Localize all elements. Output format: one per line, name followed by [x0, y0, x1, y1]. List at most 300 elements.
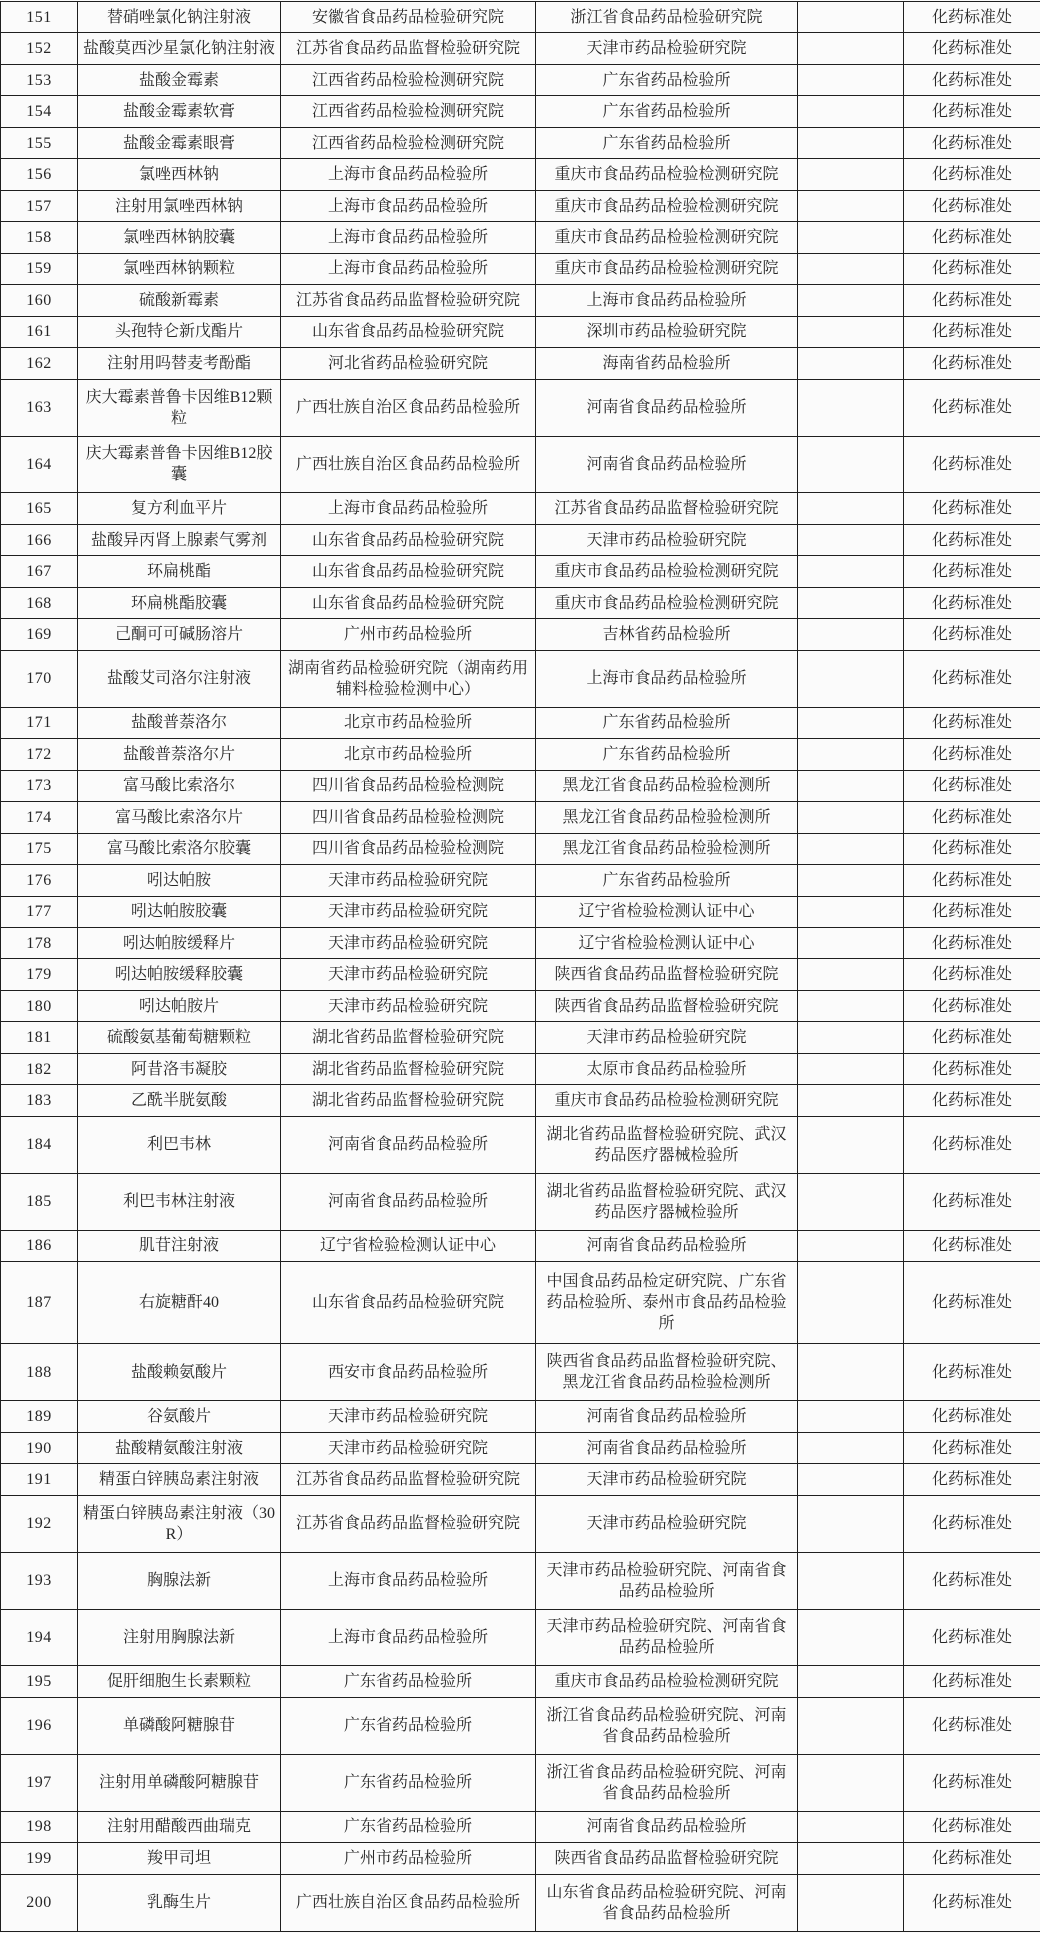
cell-org-primary: 江西省药品检验检测研究院: [281, 127, 536, 158]
cell-department: 化药标准处: [904, 1811, 1040, 1842]
cell-drug-name: 谷氨酸片: [78, 1401, 281, 1432]
cell-blank: [798, 1464, 904, 1495]
cell-drug-name: 替硝唑氯化钠注射液: [78, 2, 281, 33]
drug-standards-table: [0, 1, 1040, 1932]
cell-org-primary: 江苏省食品药品监督检验研究院: [281, 1495, 536, 1552]
cell-org-secondary: 河南省食品药品检验所: [536, 1230, 798, 1261]
cell-blank: [798, 1811, 904, 1842]
cell-blank: [798, 1552, 904, 1609]
cell-row-number: 194: [1, 1609, 78, 1666]
cell-department: 化药标准处: [904, 285, 1040, 316]
cell-blank: [798, 990, 904, 1021]
cell-row-number: 189: [1, 1401, 78, 1432]
cell-drug-name: 盐酸普萘洛尔: [78, 707, 281, 738]
cell-org-secondary: 上海市食品药品检验所: [536, 650, 798, 707]
cell-blank: [798, 253, 904, 284]
cell-org-secondary: 黑龙江省食品药品检验检测所: [536, 770, 798, 801]
cell-org-secondary: 湖北省药品监督检验研究院、武汉药品医疗器械检验所: [536, 1116, 798, 1173]
cell-blank: [798, 1697, 904, 1754]
cell-drug-name: 注射用氯唑西林钠: [78, 190, 281, 221]
cell-drug-name: 精蛋白锌胰岛素注射液: [78, 1464, 281, 1495]
cell-org-primary: 广州市药品检验所: [281, 1843, 536, 1874]
cell-row-number: 196: [1, 1697, 78, 1754]
cell-org-primary: 辽宁省检验检测认证中心: [281, 1230, 536, 1261]
cell-org-secondary: 辽宁省检验检测认证中心: [536, 896, 798, 927]
cell-org-primary: 广西壮族自治区食品药品检验所: [281, 379, 536, 436]
cell-row-number: 198: [1, 1811, 78, 1842]
cell-org-secondary: 河南省食品药品检验所: [536, 1811, 798, 1842]
cell-row-number: 168: [1, 587, 78, 618]
cell-blank: [798, 1432, 904, 1463]
cell-department: 化药标准处: [904, 896, 1040, 927]
cell-blank: [798, 285, 904, 316]
cell-blank: [798, 524, 904, 555]
cell-drug-name: 利巴韦林注射液: [78, 1173, 281, 1230]
cell-row-number: 176: [1, 865, 78, 896]
cell-row-number: 183: [1, 1085, 78, 1116]
cell-org-primary: 上海市食品药品检验所: [281, 253, 536, 284]
cell-drug-name: 环扁桃酯: [78, 556, 281, 587]
cell-org-primary: 河南省食品药品检验所: [281, 1173, 536, 1230]
cell-blank: [798, 865, 904, 896]
table-row: [1, 524, 1040, 555]
cell-department: 化药标准处: [904, 253, 1040, 284]
cell-blank: [798, 127, 904, 158]
cell-drug-name: 吲达帕胺胶囊: [78, 896, 281, 927]
cell-department: 化药标准处: [904, 1173, 1040, 1230]
cell-blank: [798, 650, 904, 707]
cell-blank: [798, 1754, 904, 1811]
cell-drug-name: 氯唑西林钠胶囊: [78, 222, 281, 253]
cell-org-primary: 山东省食品药品检验研究院: [281, 316, 536, 347]
table-row: [1, 990, 1040, 1021]
cell-row-number: 154: [1, 96, 78, 127]
cell-org-secondary: 陕西省食品药品监督检验研究院: [536, 959, 798, 990]
table-row: [1, 96, 1040, 127]
cell-department: 化药标准处: [904, 190, 1040, 221]
cell-blank: [798, 493, 904, 524]
cell-org-secondary: 天津市药品检验研究院、河南省食品药品检验所: [536, 1552, 798, 1609]
cell-org-secondary: 河南省食品药品检验所: [536, 1432, 798, 1463]
table-row: [1, 1401, 1040, 1432]
drug-table-body: [1, 2, 1040, 1932]
table-row: [1, 222, 1040, 253]
table-row: [1, 436, 1040, 493]
cell-blank: [798, 770, 904, 801]
cell-org-primary: 天津市药品检验研究院: [281, 990, 536, 1021]
cell-blank: [798, 739, 904, 770]
cell-row-number: 190: [1, 1432, 78, 1463]
cell-org-primary: 广西壮族自治区食品药品检验所: [281, 436, 536, 493]
table-row: [1, 493, 1040, 524]
cell-blank: [798, 959, 904, 990]
table-row: [1, 64, 1040, 95]
cell-department: 化药标准处: [904, 2, 1040, 33]
cell-drug-name: 盐酸莫西沙星氯化钠注射液: [78, 33, 281, 64]
cell-org-primary: 上海市食品药品检验所: [281, 1609, 536, 1666]
cell-drug-name: 庆大霉素普鲁卡因维B12颗粒: [78, 379, 281, 436]
cell-blank: [798, 159, 904, 190]
cell-org-primary: 广西壮族自治区食品药品检验所: [281, 1874, 536, 1931]
table-row: [1, 556, 1040, 587]
cell-org-secondary: 浙江省食品药品检验研究院、河南省食品药品检验所: [536, 1697, 798, 1754]
cell-department: 化药标准处: [904, 927, 1040, 958]
cell-row-number: 172: [1, 739, 78, 770]
table-row: [1, 650, 1040, 707]
cell-drug-name: 注射用醋酸西曲瑞克: [78, 1811, 281, 1842]
cell-department: 化药标准处: [904, 1344, 1040, 1401]
table-row: [1, 833, 1040, 864]
cell-department: 化药标准处: [904, 1464, 1040, 1495]
table-row: [1, 2, 1040, 33]
cell-row-number: 186: [1, 1230, 78, 1261]
cell-org-secondary: 上海市食品药品检验所: [536, 285, 798, 316]
cell-blank: [798, 1495, 904, 1552]
cell-org-secondary: 天津市药品检验研究院: [536, 33, 798, 64]
cell-org-secondary: 重庆市食品药品检验检测研究院: [536, 190, 798, 221]
cell-drug-name: 阿昔洛韦凝胶: [78, 1053, 281, 1084]
cell-drug-name: 氯唑西林钠颗粒: [78, 253, 281, 284]
cell-org-secondary: 辽宁省检验检测认证中心: [536, 927, 798, 958]
cell-blank: [798, 707, 904, 738]
cell-org-secondary: 海南省药品检验所: [536, 348, 798, 379]
cell-org-secondary: 浙江省食品药品检验研究院、河南省食品药品检验所: [536, 1754, 798, 1811]
cell-row-number: 164: [1, 436, 78, 493]
cell-department: 化药标准处: [904, 1432, 1040, 1463]
cell-org-secondary: 广东省药品检验所: [536, 64, 798, 95]
cell-drug-name: 环扁桃酯胶囊: [78, 587, 281, 618]
cell-drug-name: 富马酸比索洛尔胶囊: [78, 833, 281, 864]
table-row: [1, 285, 1040, 316]
cell-org-secondary: 太原市食品药品检验所: [536, 1053, 798, 1084]
table-row: [1, 1552, 1040, 1609]
cell-org-secondary: 广东省药品检验所: [536, 739, 798, 770]
cell-department: 化药标准处: [904, 707, 1040, 738]
cell-org-secondary: 重庆市食品药品检验检测研究院: [536, 556, 798, 587]
cell-blank: [798, 1116, 904, 1173]
cell-org-secondary: 黑龙江省食品药品检验检测所: [536, 833, 798, 864]
cell-org-primary: 广东省药品检验所: [281, 1697, 536, 1754]
cell-org-primary: 西安市食品药品检验所: [281, 1344, 536, 1401]
cell-row-number: 179: [1, 959, 78, 990]
cell-blank: [798, 1085, 904, 1116]
table-row: [1, 1085, 1040, 1116]
table-row: [1, 127, 1040, 158]
cell-drug-name: 肌苷注射液: [78, 1230, 281, 1261]
cell-drug-name: 复方利血平片: [78, 493, 281, 524]
cell-row-number: 159: [1, 253, 78, 284]
cell-blank: [798, 348, 904, 379]
cell-org-primary: 广东省药品检验所: [281, 1811, 536, 1842]
cell-drug-name: 盐酸精氨酸注射液: [78, 1432, 281, 1463]
cell-org-secondary: 河南省食品药品检验所: [536, 436, 798, 493]
cell-department: 化药标准处: [904, 1085, 1040, 1116]
cell-drug-name: 右旋糖酐40: [78, 1262, 281, 1344]
cell-drug-name: 硫酸氨基葡萄糖颗粒: [78, 1022, 281, 1053]
table-row: [1, 619, 1040, 650]
cell-blank: [798, 1022, 904, 1053]
cell-org-primary: 山东省食品药品检验研究院: [281, 587, 536, 618]
cell-org-secondary: 黑龙江省食品药品检验检测所: [536, 802, 798, 833]
cell-department: 化药标准处: [904, 1666, 1040, 1697]
cell-drug-name: 盐酸普萘洛尔片: [78, 739, 281, 770]
cell-blank: [798, 1053, 904, 1084]
cell-blank: [798, 1666, 904, 1697]
cell-row-number: 193: [1, 1552, 78, 1609]
cell-drug-name: 盐酸金霉素眼膏: [78, 127, 281, 158]
cell-blank: [798, 587, 904, 618]
cell-department: 化药标准处: [904, 127, 1040, 158]
table-row: [1, 1230, 1040, 1261]
cell-drug-name: 己酮可可碱肠溶片: [78, 619, 281, 650]
cell-org-secondary: 陕西省食品药品监督检验研究院、黑龙江省食品药品检验检测所: [536, 1344, 798, 1401]
cell-row-number: 195: [1, 1666, 78, 1697]
cell-org-primary: 山东省食品药品检验研究院: [281, 556, 536, 587]
cell-org-primary: 河南省食品药品检验所: [281, 1116, 536, 1173]
cell-org-primary: 山东省食品药品检验研究院: [281, 524, 536, 555]
cell-org-secondary: 河南省食品药品检验所: [536, 1401, 798, 1432]
cell-org-secondary: 广东省药品检验所: [536, 707, 798, 738]
cell-drug-name: 乳酶生片: [78, 1874, 281, 1931]
cell-org-secondary: 河南省食品药品检验所: [536, 379, 798, 436]
cell-row-number: 191: [1, 1464, 78, 1495]
cell-department: 化药标准处: [904, 1116, 1040, 1173]
cell-org-secondary: 天津市药品检验研究院、河南省食品药品检验所: [536, 1609, 798, 1666]
cell-blank: [798, 619, 904, 650]
cell-drug-name: 盐酸艾司洛尔注射液: [78, 650, 281, 707]
table-row: [1, 927, 1040, 958]
cell-row-number: 170: [1, 650, 78, 707]
cell-department: 化药标准处: [904, 1230, 1040, 1261]
cell-row-number: 152: [1, 33, 78, 64]
cell-org-secondary: 中国食品药品检定研究院、广东省药品检验所、泰州市食品药品检验所: [536, 1262, 798, 1344]
cell-org-primary: 上海市食品药品检验所: [281, 222, 536, 253]
cell-org-primary: 上海市食品药品检验所: [281, 493, 536, 524]
cell-org-primary: 四川省食品药品检验检测院: [281, 833, 536, 864]
cell-row-number: 165: [1, 493, 78, 524]
cell-blank: [798, 33, 904, 64]
cell-org-secondary: 重庆市食品药品检验检测研究院: [536, 1666, 798, 1697]
cell-row-number: 153: [1, 64, 78, 95]
table-row: [1, 802, 1040, 833]
table-row: [1, 1874, 1040, 1931]
cell-department: 化药标准处: [904, 739, 1040, 770]
cell-blank: [798, 1401, 904, 1432]
cell-row-number: 163: [1, 379, 78, 436]
cell-row-number: 180: [1, 990, 78, 1021]
cell-drug-name: 注射用胸腺法新: [78, 1609, 281, 1666]
cell-drug-name: 盐酸金霉素软膏: [78, 96, 281, 127]
cell-drug-name: 乙酰半胱氨酸: [78, 1085, 281, 1116]
cell-org-primary: 江西省药品检验检测研究院: [281, 96, 536, 127]
cell-org-primary: 湖南省药品检验研究院（湖南药用辅料检验检测中心）: [281, 650, 536, 707]
cell-blank: [798, 1230, 904, 1261]
cell-blank: [798, 1843, 904, 1874]
cell-row-number: 181: [1, 1022, 78, 1053]
cell-row-number: 161: [1, 316, 78, 347]
cell-drug-name: 精蛋白锌胰岛素注射液（30R）: [78, 1495, 281, 1552]
cell-department: 化药标准处: [904, 1022, 1040, 1053]
table-row: [1, 1754, 1040, 1811]
cell-org-secondary: 广东省药品检验所: [536, 865, 798, 896]
cell-blank: [798, 927, 904, 958]
cell-row-number: 166: [1, 524, 78, 555]
table-row: [1, 1262, 1040, 1344]
table-row: [1, 33, 1040, 64]
cell-row-number: 174: [1, 802, 78, 833]
cell-department: 化药标准处: [904, 379, 1040, 436]
cell-org-primary: 天津市药品检验研究院: [281, 1401, 536, 1432]
cell-blank: [798, 96, 904, 127]
table-row: [1, 739, 1040, 770]
cell-org-secondary: 重庆市食品药品检验检测研究院: [536, 253, 798, 284]
cell-blank: [798, 190, 904, 221]
cell-drug-name: 注射用吗替麦考酚酯: [78, 348, 281, 379]
cell-org-primary: 湖北省药品监督检验研究院: [281, 1085, 536, 1116]
table-row: [1, 959, 1040, 990]
cell-org-secondary: 陕西省食品药品监督检验研究院: [536, 1843, 798, 1874]
cell-row-number: 192: [1, 1495, 78, 1552]
cell-row-number: 184: [1, 1116, 78, 1173]
cell-department: 化药标准处: [904, 770, 1040, 801]
table-row: [1, 1432, 1040, 1463]
table-row: [1, 587, 1040, 618]
cell-blank: [798, 2, 904, 33]
cell-drug-name: 盐酸金霉素: [78, 64, 281, 95]
cell-drug-name: 氯唑西林钠: [78, 159, 281, 190]
cell-blank: [798, 1609, 904, 1666]
cell-drug-name: 吲达帕胺缓释胶囊: [78, 959, 281, 990]
cell-org-primary: 安徽省食品药品检验研究院: [281, 2, 536, 33]
table-row: [1, 1843, 1040, 1874]
cell-org-primary: 北京市药品检验所: [281, 739, 536, 770]
cell-row-number: 199: [1, 1843, 78, 1874]
cell-org-primary: 广东省药品检验所: [281, 1754, 536, 1811]
cell-department: 化药标准处: [904, 1053, 1040, 1084]
cell-row-number: 169: [1, 619, 78, 650]
cell-org-secondary: 天津市药品检验研究院: [536, 524, 798, 555]
cell-org-primary: 广州市药品检验所: [281, 619, 536, 650]
cell-department: 化药标准处: [904, 1552, 1040, 1609]
cell-row-number: 182: [1, 1053, 78, 1084]
table-row: [1, 1697, 1040, 1754]
table-row: [1, 865, 1040, 896]
table-row: [1, 1464, 1040, 1495]
cell-org-primary: 上海市食品药品检验所: [281, 1552, 536, 1609]
table-row: [1, 1495, 1040, 1552]
cell-department: 化药标准处: [904, 587, 1040, 618]
cell-org-secondary: 江苏省食品药品监督检验研究院: [536, 493, 798, 524]
cell-department: 化药标准处: [904, 1262, 1040, 1344]
cell-org-primary: 江西省药品检验检测研究院: [281, 64, 536, 95]
cell-department: 化药标准处: [904, 1495, 1040, 1552]
cell-drug-name: 富马酸比索洛尔片: [78, 802, 281, 833]
cell-department: 化药标准处: [904, 524, 1040, 555]
table-row: [1, 348, 1040, 379]
cell-row-number: 200: [1, 1874, 78, 1931]
cell-row-number: 151: [1, 2, 78, 33]
cell-org-secondary: 天津市药品检验研究院: [536, 1495, 798, 1552]
cell-department: 化药标准处: [904, 222, 1040, 253]
cell-org-primary: 江苏省食品药品监督检验研究院: [281, 285, 536, 316]
cell-org-secondary: 重庆市食品药品检验检测研究院: [536, 1085, 798, 1116]
cell-drug-name: 盐酸赖氨酸片: [78, 1344, 281, 1401]
cell-org-secondary: 重庆市食品药品检验检测研究院: [536, 159, 798, 190]
cell-row-number: 173: [1, 770, 78, 801]
cell-department: 化药标准处: [904, 959, 1040, 990]
cell-row-number: 156: [1, 159, 78, 190]
table-row: [1, 1053, 1040, 1084]
cell-org-secondary: 天津市药品检验研究院: [536, 1022, 798, 1053]
cell-drug-name: 富马酸比索洛尔: [78, 770, 281, 801]
table-row: [1, 1116, 1040, 1173]
cell-org-secondary: 广东省药品检验所: [536, 96, 798, 127]
cell-blank: [798, 556, 904, 587]
cell-department: 化药标准处: [904, 1609, 1040, 1666]
cell-row-number: 157: [1, 190, 78, 221]
table-row: [1, 1022, 1040, 1053]
cell-row-number: 160: [1, 285, 78, 316]
cell-drug-name: 胸腺法新: [78, 1552, 281, 1609]
cell-row-number: 171: [1, 707, 78, 738]
cell-drug-name: 注射用单磷酸阿糖腺苷: [78, 1754, 281, 1811]
table-row: [1, 707, 1040, 738]
cell-org-secondary: 湖北省药品监督检验研究院、武汉药品医疗器械检验所: [536, 1173, 798, 1230]
cell-blank: [798, 833, 904, 864]
cell-org-secondary: 重庆市食品药品检验检测研究院: [536, 587, 798, 618]
cell-org-primary: 四川省食品药品检验检测院: [281, 802, 536, 833]
cell-department: 化药标准处: [904, 1697, 1040, 1754]
cell-blank: [798, 64, 904, 95]
table-row: [1, 190, 1040, 221]
cell-org-primary: 上海市食品药品检验所: [281, 190, 536, 221]
cell-drug-name: 吲达帕胺: [78, 865, 281, 896]
cell-org-secondary: 深圳市药品检验研究院: [536, 316, 798, 347]
cell-department: 化药标准处: [904, 619, 1040, 650]
cell-department: 化药标准处: [904, 1401, 1040, 1432]
cell-department: 化药标准处: [904, 348, 1040, 379]
cell-row-number: 197: [1, 1754, 78, 1811]
cell-drug-name: 头孢特仑新戊酯片: [78, 316, 281, 347]
cell-org-primary: 河北省药品检验研究院: [281, 348, 536, 379]
table-row: [1, 770, 1040, 801]
cell-org-primary: 天津市药品检验研究院: [281, 959, 536, 990]
cell-drug-name: 吲达帕胺片: [78, 990, 281, 1021]
cell-drug-name: 庆大霉素普鲁卡因维B12胶囊: [78, 436, 281, 493]
table-row: [1, 159, 1040, 190]
cell-org-primary: 天津市药品检验研究院: [281, 927, 536, 958]
cell-department: 化药标准处: [904, 493, 1040, 524]
cell-org-secondary: 广东省药品检验所: [536, 127, 798, 158]
cell-department: 化药标准处: [904, 990, 1040, 1021]
cell-org-primary: 北京市药品检验所: [281, 707, 536, 738]
cell-department: 化药标准处: [904, 1843, 1040, 1874]
cell-row-number: 188: [1, 1344, 78, 1401]
table-row: [1, 316, 1040, 347]
cell-org-primary: 江苏省食品药品监督检验研究院: [281, 1464, 536, 1495]
cell-blank: [798, 896, 904, 927]
table-row: [1, 253, 1040, 284]
cell-blank: [798, 1344, 904, 1401]
cell-department: 化药标准处: [904, 833, 1040, 864]
cell-org-primary: 天津市药品检验研究院: [281, 896, 536, 927]
cell-org-primary: 山东省食品药品检验研究院: [281, 1262, 536, 1344]
cell-org-secondary: 天津市药品检验研究院: [536, 1464, 798, 1495]
cell-blank: [798, 1173, 904, 1230]
cell-org-primary: 湖北省药品监督检验研究院: [281, 1053, 536, 1084]
table-row: [1, 1666, 1040, 1697]
cell-row-number: 177: [1, 896, 78, 927]
